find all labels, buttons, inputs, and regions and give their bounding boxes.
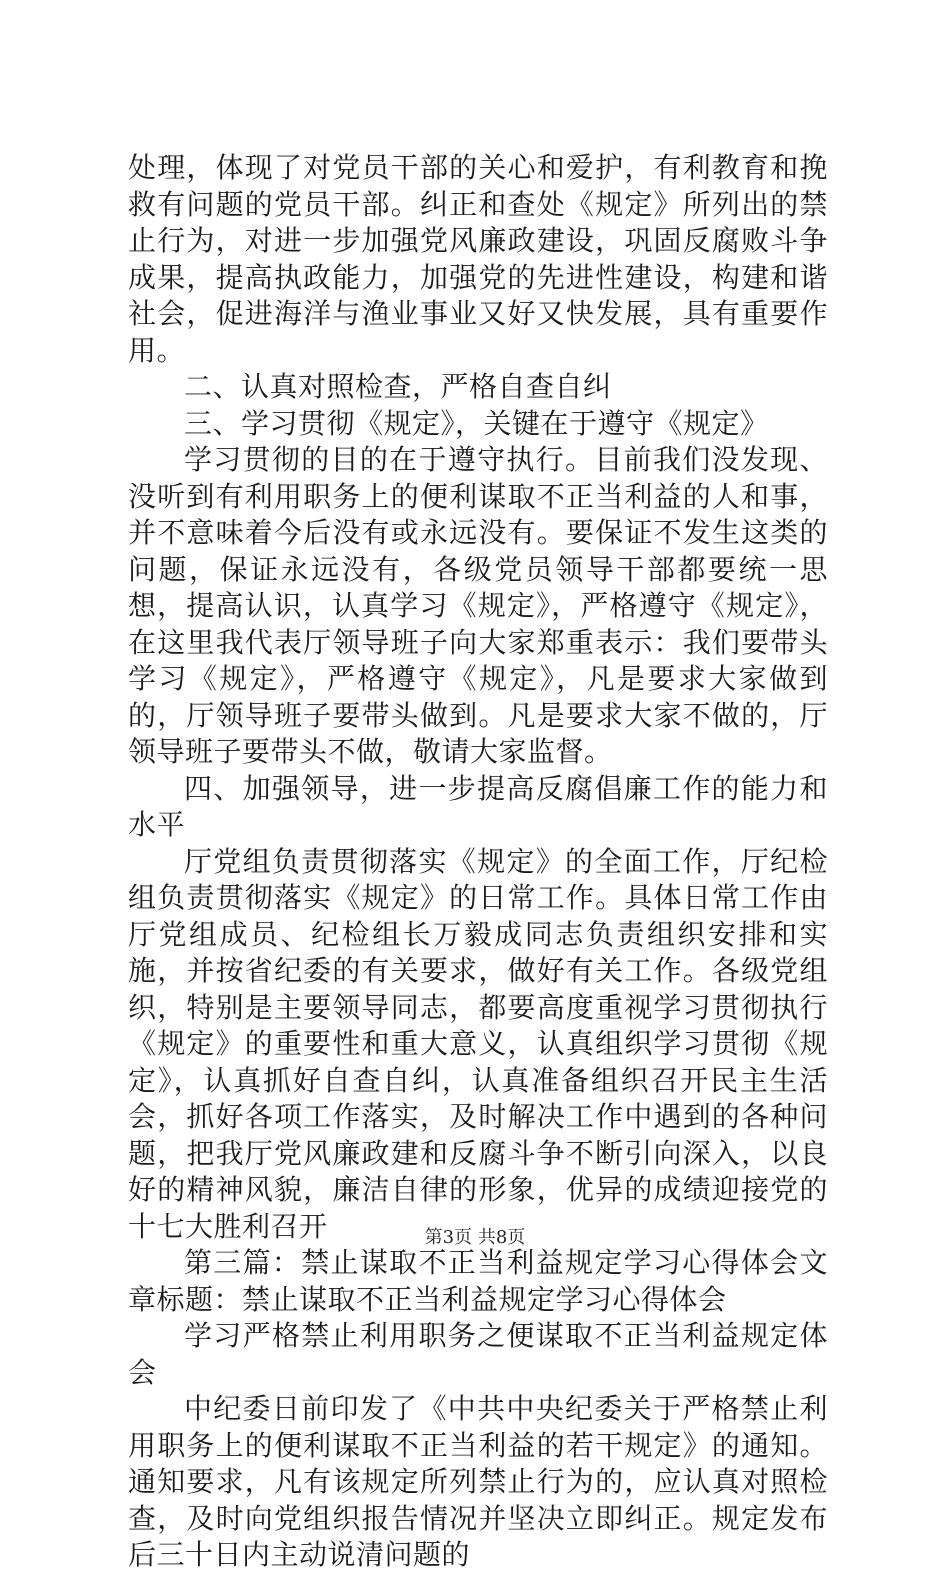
paragraph-continuation: 处理，体现了对党员干部的关心和爱护，有利教育和挽救有问题的党员干部。纠正和查处《规定》所列出的禁止行为，对进一步加强党风廉政建设，巩固反腐败斗争成果，提高执政能力，加强党的先进性建设，构建和谐社会，促进海洋与渔业事业又好又快发展，具有重要作用。 bbox=[128, 151, 828, 367]
subtitle-study-notes: 学习严格禁止利用职务之便谋取不正当利益规定体会 bbox=[128, 1319, 828, 1389]
document-body bbox=[128, 150, 828, 1574]
paragraph-study-purpose: 学习贯彻的目的在于遵守执行。目前我们没发现、没听到有利用职务上的便利谋取不正当利益的人和事，并不意味着今后没有或永远没有。要保证不发生这类的问题，保证永远没有，各级党员领导干部都要统一思想，提高认识，认真学习《规定》，严格遵守《规定》，在这里我代表厅领导班子向大家郑重表示：我们要带头学习《规定》，严格遵守《规定》，凡是要求大家做到的，厅领导班子要带头做到。凡是要求大家不做的，厅领导班子要带头不做，敬请大家监督。 bbox=[128, 443, 828, 768]
heading-section-2: 二、认真对照检查，严格自查自纠 bbox=[184, 370, 612, 403]
paragraph-leadership: 厅党组负责贯彻落实《规定》的全面工作，厅纪检组负责贯彻落实《规定》的日常工作。具体日常工作由厅党组成员、纪检组长万毅成同志负责组织安排和实施，并按省纪委的有关要求，做好有关工作。各级党组织，特别是主要领导同志，都要高度重视学习贯彻执行《规定》的重要性和重大意义，认真组织学习贯彻《规定》，认真抓好自查自纠，认真准备组织召开民主生活会，抓好各项工作落实，及时解决工作中遇到的各种问题，把我厅党风廉政建和反腐斗争不断引向深入，以良好的精神风貌，廉洁自律的形象，优异的成绩迎接党的十七大胜利召开 bbox=[128, 844, 828, 1243]
paragraph-notice: 中纪委日前印发了《中共中央纪委关于严格禁止利用职务上的便利谋取不正当利益的若干规定》的通知。通知要求，凡有该规定所列禁止行为的，应认真对照检查，及时向党组织报告情况并坚决立即纠正。规定发布后三十日内主动说清问题的 bbox=[128, 1392, 828, 1571]
heading-section-3: 三、学习贯彻《规定》，关键在于遵守《规定》 bbox=[184, 406, 769, 440]
heading-section-4: 四、加强领导，进一步提高反腐倡廉工作的能力和水平 bbox=[128, 771, 828, 841]
page-number-footer: 第3页 共8页 bbox=[424, 1227, 526, 1248]
heading-part-3: 第三篇：禁止谋取不正当利益规定学习心得体会文章标题：禁止谋取不正当利益规定学习心得体会 bbox=[128, 1246, 828, 1316]
